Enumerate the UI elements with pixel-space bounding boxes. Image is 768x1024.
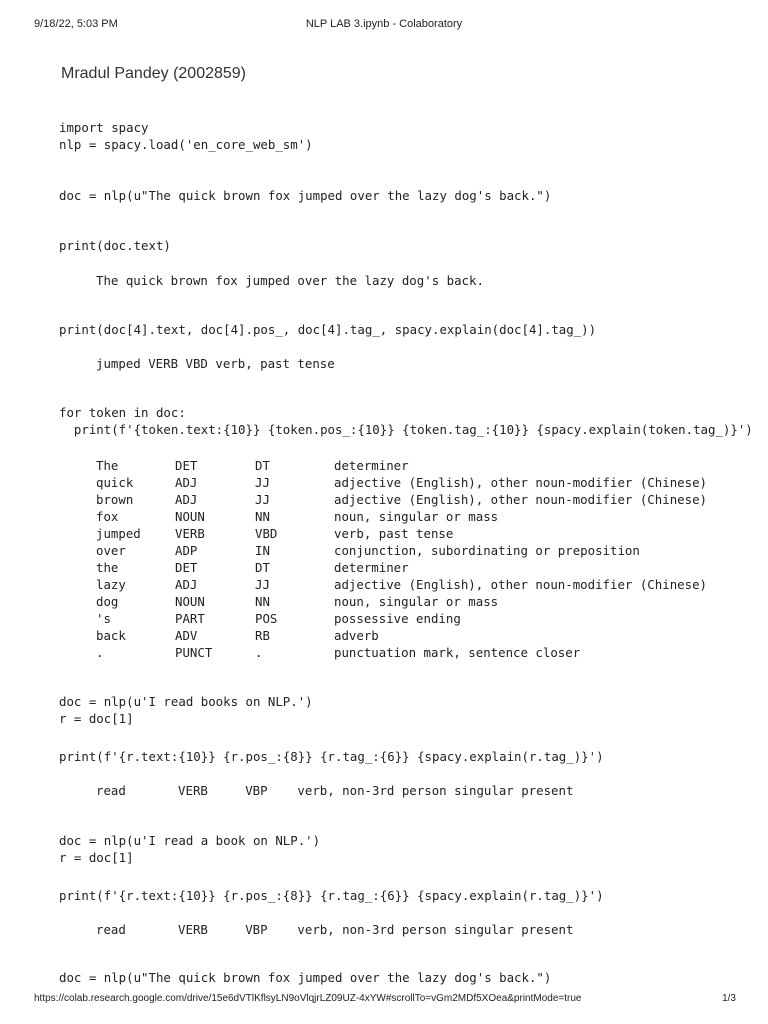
- code-cell-print-token: print(doc[4].text, doc[4].pos_, doc[4].tag_, spacy.explain(doc[4].tag_)): [59, 322, 597, 337]
- token-tag: JJ: [255, 492, 270, 507]
- token-explain: conjunction, subordinating or preposition: [334, 543, 640, 558]
- token-explain: verb, past tense: [334, 526, 454, 541]
- token-pos: NOUN: [175, 509, 205, 524]
- code-cell-doc-books: doc = nlp(u'I read books on NLP.') r = doc[1]: [59, 694, 313, 726]
- token-text: back: [96, 628, 126, 643]
- token-explain: possessive ending: [334, 611, 461, 626]
- token-pos: ADV: [175, 628, 198, 643]
- token-explain: adjective (English), other noun-modifier (Chinese): [334, 492, 707, 507]
- document-title: NLP LAB 3.ipynb - Colaboratory: [305, 18, 463, 30]
- table-row: [96, 559, 716, 576]
- token-pos: ADJ: [175, 475, 198, 490]
- token-explain: determiner: [334, 458, 409, 473]
- code-cell-doc-final: doc = nlp(u"The quick brown fox jumped over the lazy dog's back."): [59, 970, 552, 985]
- token-pos: DET: [175, 560, 198, 575]
- token-text: dog: [96, 594, 119, 609]
- table-row: [96, 474, 716, 491]
- output-print-text: The quick brown fox jumped over the lazy dog's back.: [96, 273, 484, 288]
- token-explain: noun, singular or mass: [334, 509, 499, 524]
- token-tag: NN: [255, 594, 270, 609]
- output-print-r: read VERB VBP verb, non-3rd person singular present: [96, 783, 574, 798]
- token-explain: adverb: [334, 628, 379, 643]
- table-row: [96, 576, 716, 593]
- token-pos: PUNCT: [175, 645, 213, 660]
- token-tag: NN: [255, 509, 270, 524]
- token-tag: .: [255, 645, 263, 660]
- table-row: [96, 644, 716, 661]
- token-pos: NOUN: [175, 594, 205, 609]
- page-url: https://colab.research.google.com/drive/15e6dVTlKflsyLN9oVlqjrLZ09UZ-4xYW#scrollTo=vGm2MDf5XOea&printMode=true: [34, 993, 582, 1004]
- code-cell-for-loop: for token in doc: print(f'{token.text:{10}} {token.pos_:{10}} {token.tag_:{10}} {spacy.explain(token.tag_)}'): [59, 405, 753, 437]
- author-heading: Mradul Pandey (2002859): [61, 65, 247, 82]
- print-datetime: 9/18/22, 5:03 PM: [34, 18, 118, 30]
- token-pos: VERB: [175, 526, 205, 541]
- table-row: [96, 525, 716, 542]
- token-explain: adjective (English), other noun-modifier (Chinese): [334, 577, 707, 592]
- token-text: lazy: [96, 577, 126, 592]
- token-text: the: [96, 560, 119, 575]
- page-number: 1/3: [722, 993, 736, 1004]
- token-explain: adjective (English), other noun-modifier (Chinese): [334, 475, 707, 490]
- token-table-output: [96, 457, 716, 661]
- token-text: .: [96, 645, 104, 660]
- table-row: [96, 627, 716, 644]
- token-text: jumped: [96, 526, 141, 541]
- table-row: [96, 593, 716, 610]
- code-cell-print-r: print(f'{r.text:{10}} {r.pos_:{8}} {r.tag_:{6}} {spacy.explain(r.tag_)}'): [59, 749, 604, 764]
- token-explain: determiner: [334, 560, 409, 575]
- output-print-token: jumped VERB VBD verb, past tense: [96, 356, 335, 371]
- token-text: The: [96, 458, 119, 473]
- token-tag: RB: [255, 628, 270, 643]
- token-text: over: [96, 543, 126, 558]
- table-row: [96, 508, 716, 525]
- table-row: [96, 610, 716, 627]
- token-explain: noun, singular or mass: [334, 594, 499, 609]
- token-tag: DT: [255, 458, 270, 473]
- output-print-r-2: read VERB VBP verb, non-3rd person singular present: [96, 922, 574, 937]
- token-text: 's: [96, 611, 111, 626]
- token-text: quick: [96, 475, 134, 490]
- token-text: fox: [96, 509, 119, 524]
- token-tag: POS: [255, 611, 278, 626]
- token-pos: ADJ: [175, 577, 198, 592]
- code-cell-doc: doc = nlp(u"The quick brown fox jumped over the lazy dog's back."): [59, 188, 552, 203]
- token-tag: JJ: [255, 577, 270, 592]
- table-row: [96, 457, 716, 474]
- code-cell-import: import spacy nlp = spacy.load('en_core_web_sm'): [59, 120, 313, 152]
- token-tag: IN: [255, 543, 270, 558]
- token-tag: VBD: [255, 526, 278, 541]
- code-cell-print-text: print(doc.text): [59, 238, 171, 253]
- token-tag: DT: [255, 560, 270, 575]
- token-explain: punctuation mark, sentence closer: [334, 645, 581, 660]
- table-row: [96, 491, 716, 508]
- token-pos: PART: [175, 611, 205, 626]
- code-cell-print-r-2: print(f'{r.text:{10}} {r.pos_:{8}} {r.tag_:{6}} {spacy.explain(r.tag_)}'): [59, 888, 604, 903]
- code-cell-doc-book: doc = nlp(u'I read a book on NLP.') r = doc[1]: [59, 833, 321, 865]
- token-pos: ADJ: [175, 492, 198, 507]
- token-pos: ADP: [175, 543, 198, 558]
- token-pos: DET: [175, 458, 198, 473]
- table-row: [96, 542, 716, 559]
- token-tag: JJ: [255, 475, 270, 490]
- token-text: brown: [96, 492, 134, 507]
